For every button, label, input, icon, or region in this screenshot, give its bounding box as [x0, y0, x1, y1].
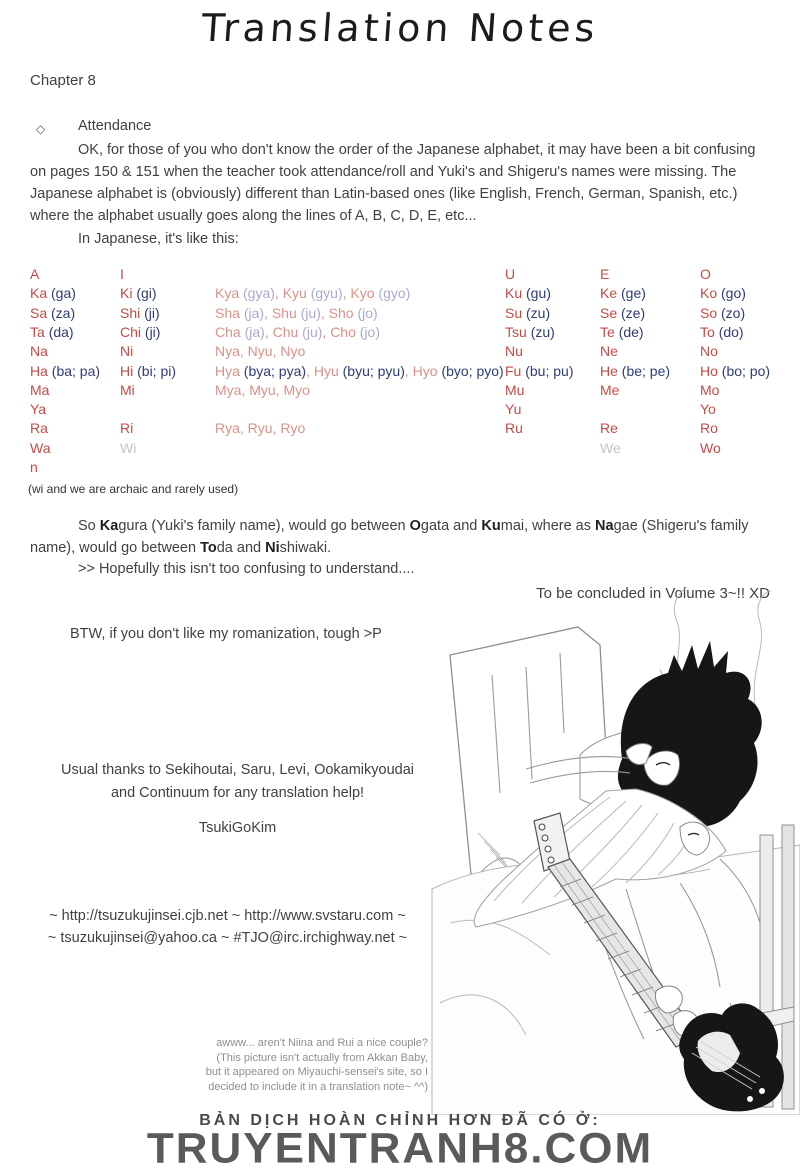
thanks-line-2: and Continuum for any translation help! [110, 785, 365, 801]
syllabary-cell: Ki (gi) [120, 285, 157, 302]
syllabary-cell: Su (zu) [505, 304, 551, 321]
syllabary-row [30, 440, 775, 459]
syllabary-cell: So (zo) [700, 304, 746, 321]
syllabary-cell: Chi (ji) [120, 323, 161, 340]
syllabary-cell: Hya (bya; pya), Hyu (byu; pyu), Hyo (byo; pyo) [215, 362, 504, 379]
syllabary-row [30, 401, 775, 420]
syllabary-cell: Ka (ga) [30, 285, 76, 302]
manga-illustration [430, 583, 800, 1115]
syllabary-cell: Tsu (zu) [505, 323, 555, 340]
contact-links-block [5, 905, 450, 949]
links-line-2: ~ tsuzukujinsei@yahoo.ca ~ #TJO@irc.irchighway.net ~ [47, 930, 408, 946]
syllabary-cell: We [600, 439, 621, 456]
syllabary-cell: Wa [30, 439, 51, 456]
to-be-concluded-line: To be concluded in Volume 3~!! XD [536, 585, 770, 602]
syllabary-cell: Mu [505, 381, 525, 398]
links-line-1: ~ http://tsuzukujinsei.cjb.net ~ http://www.svstaru.com ~ [49, 908, 406, 924]
syllabary-cell: Kya (gya), Kyu (gyu), Kyo (gyo) [215, 285, 411, 302]
syllabary-cell: Re [600, 420, 618, 437]
syllabary-row [30, 459, 775, 478]
syllabary-cell: Hi (bi; pi) [120, 362, 177, 379]
syllabary-cell: Ni [120, 343, 134, 360]
syllabary-cell: Nya, Nyu, Nyo [215, 343, 306, 360]
syllabary-cell: Te (de) [600, 323, 644, 340]
syllabary-cell: Ha (ba; pa) [30, 362, 101, 379]
syllabary-row [30, 266, 775, 285]
syllabary-cell: n [30, 459, 38, 475]
syllabary-row [30, 324, 775, 343]
syllabary-cell: Sa (za) [30, 304, 76, 321]
syllabary-cell: Ku (gu) [505, 285, 551, 302]
caption-line-1: awww... aren't Niina and Rui a nice couple? [216, 1037, 428, 1049]
diamond-bullet-icon: ◇ [36, 122, 46, 136]
syllabary-cell: Wi [120, 439, 137, 456]
syllabary-cell: Wo [700, 439, 721, 456]
hopefully-line: >> Hopefully this isn't too confusing to understand.... [78, 561, 415, 577]
archaic-note: (wi and we are archaic and rarely used) [28, 482, 239, 496]
syllabary-cell: He (be; pe) [600, 362, 671, 379]
in-japanese-intro: In Japanese, it's like this: [78, 231, 239, 247]
btw-romanization-line: BTW, if you don't like my romanization, tough >P [70, 626, 382, 642]
syllabary-cell: Ra [30, 420, 48, 437]
translator-signature: TsukiGoKim [198, 820, 277, 836]
syllabary-cell: Ho (bo; po) [700, 362, 771, 379]
syllabary-cell: To (do) [700, 323, 744, 340]
attendance-heading: Attendance [78, 118, 152, 134]
syllabary-cell: Nu [505, 343, 523, 360]
syllabary-cell: E [600, 266, 610, 282]
chapter-label: Chapter 8 [30, 72, 96, 89]
syllabary-cell: O [700, 266, 711, 282]
syllabary-cell: Me [600, 381, 620, 398]
syllabary-cell: Ma [30, 381, 50, 398]
syllabary-cell: Ru [505, 420, 523, 437]
caption-line-4: decided to include it in a translation note~ ^^) [208, 1080, 428, 1093]
caption-line-2: (This picture isn't actually from Akkan Baby, [216, 1051, 428, 1064]
kagura-explanation-paragraph: So Kagura (Yuki's family name), would go between Ogata and Kumai, where as Nagae (Shigeru's family name), would go between Toda and Nishiwaki. [30, 518, 749, 556]
footer-vietnamese-line: BẢN DỊCH HOÀN CHỈNH HƠN ĐÃ CÓ Ở: [199, 1112, 601, 1129]
syllabary-row [30, 285, 775, 304]
footer-site-name: TRUYENTRANH8.COM [146, 1125, 654, 1172]
syllabary-cell: Mo [700, 381, 720, 398]
syllabary-cell: Ne [600, 343, 618, 360]
syllabary-cell: No [700, 343, 718, 360]
page-title: Translation Notes [200, 6, 600, 50]
syllabary-cell: Ya [30, 401, 47, 418]
syllabary-cell: Na [30, 343, 48, 360]
syllabary-row [30, 305, 775, 324]
syllabary-cell: U [505, 266, 516, 282]
syllabary-cell: Ta (da) [30, 323, 74, 340]
syllabary-cell: Ko (go) [700, 285, 746, 302]
syllabary-cell: Rya, Ryu, Ryo [215, 420, 306, 437]
syllabary-cell: Ri [120, 420, 134, 437]
syllabary-cell: Shi (ji) [120, 304, 160, 321]
thanks-line-1: Usual thanks to Sekihoutai, Saru, Levi, Ookamikyoudai [60, 762, 415, 778]
attendance-paragraph: OK, for those of you who don't know the order of the Japanese alphabet, it may have been a bit confusing on pages 150 & 151 when the teacher took attendance/roll and Yuki's and Shigeru's names were missing. The Japanese alphabet is (obviously) different than Latin-based ones (like English, French, German, Spanish, etc.) where the alphabet usually goes along the lines of A, B, C, D, E, etc... [30, 142, 756, 224]
thanks-block [15, 759, 460, 805]
syllabary-row [30, 343, 775, 362]
syllabary-row [30, 363, 775, 382]
syllabary-cell: I [120, 266, 124, 282]
syllabary-row [30, 420, 775, 439]
syllabary-cell: Cha (ja), Chu (ju), Cho (jo) [215, 323, 380, 340]
syllabary-row [30, 382, 775, 401]
syllabary-cell: Fu (bu; pu) [505, 362, 574, 379]
caption-line-3: but it appeared on Miyauchi-sensei's site, so I [205, 1066, 428, 1078]
syllabary-cell: Se (ze) [600, 304, 646, 321]
syllabary-cell: Ro [700, 420, 718, 437]
syllabary-cell: A [30, 266, 40, 282]
syllabary-cell: Yu [505, 401, 522, 418]
syllabary-cell: Mi [120, 381, 135, 398]
syllabary-cell: Mya, Myu, Myo [215, 381, 310, 398]
japanese-syllabary-table [30, 266, 775, 478]
picture-caption [188, 1036, 428, 1094]
syllabary-cell: Ke (ge) [600, 285, 646, 302]
syllabary-cell: Yo [700, 401, 716, 418]
syllabary-cell: Sha (ja), Shu (ju), Sho (jo) [215, 304, 378, 321]
